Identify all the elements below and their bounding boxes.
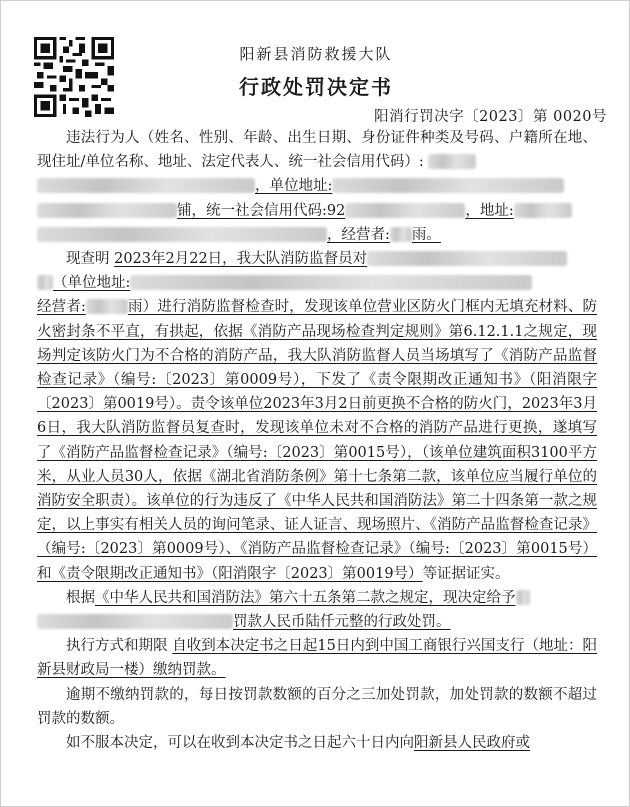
decision-paragraph: 根据《中华人民共和国消防法》第六十五条第二款之规定，现决定给予 罚款人民币陆仟元整的行政处罚。 — [37, 586, 597, 634]
redacted-address-cont — [37, 203, 177, 218]
redacted-address-line — [37, 227, 327, 242]
offender-paragraph — [37, 126, 597, 247]
redacted-fragment — [37, 275, 53, 290]
findings-paragraph: 现查明 2023年2月22日，我大队消防监督员对 （单位地址: 经营者: 雨）进行消防监督检查时，发现该单位营业区防火门框内无填充材料、防火密封条不平直，有拱起，依据《消防产品现场检查判定规则》第6.12.1.1之规定，现场判定该防火门为不合格的消防产品，我大队消防监督人员当场填写了《消防产品监督检查记录》（编号:〔2023〕第0009号），下发了《责令限期改正通知书》（阳消限字〔2023〕第0019号）。责令该单位2023年3月2日前更换不合格的防火门，2023年3月6日，我大队消防监督员复查时，发现该单位未对不合格的消防产品进行更换，遂填写了《消防产品监督检查记录》（编号:〔2023〕第0015号），（该单位建筑面积3100平方米，从业人员30人，依据《湖北省消防条例》第十七条第二款，该单位应当履行单位的消防安全职责）。该单位的行为违反了《中华人民共和国消防法》第二十四条第一款之规定，以上事实有相关人员的询问笔录、证人证言、现场照片、《消防产品监督检查记录》（编号:〔2023〕第0009号）、《消防产品监督检查记录》（编号:〔2023〕第0015号）和《责令限期改正通知书》（阳消限字〔2023〕第0019号）等证据证实。 — [37, 251, 598, 582]
redacted-recipient-line — [37, 614, 233, 629]
offender-intro-text: 违法行为人（姓名、性别、年龄、出生日期、身份证件种类及号码、户籍所在地、现住址/单位名称、地址、法定代表人、统一社会信用代码）: — [37, 130, 597, 171]
decision-text: 《中华人民共和国消防法》第六十五条第二款之规定，现决定给予 罚款人民币陆仟元整的行政处罚。 — [37, 590, 530, 630]
redacted-findings-address — [130, 275, 532, 290]
execution-text: 自收到本决定书之日起15日内到中国工商银行兴国支行（地址：阳新县财政局一楼）缴纳罚款。 — [37, 638, 598, 679]
redacted-unit-address — [332, 178, 564, 193]
redacted-findings-operator — [86, 299, 128, 314]
redacted-address — [514, 203, 572, 218]
redacted-credit-code — [345, 203, 465, 218]
redacted-unit-name — [37, 178, 255, 193]
appeal-paragraph: 如不服本决定，可以在收到本决定书之日起六十日内向阳新县人民政府或 — [66, 735, 530, 752]
appeal-authority: 阳新县人民政府或 — [414, 735, 530, 752]
agency-name: 阳新县消防救援大队 — [239, 45, 393, 63]
redacted-name — [428, 154, 476, 169]
offender-details: ，单位地址: 铺，统一社会信用代码:92 ，地址: ，经营者: 雨。 — [37, 154, 572, 243]
redacted-operator — [390, 227, 412, 242]
findings-text: 2023年2月22日，我大队消防监督员对 （单位地址: 经营者: 雨）进行消防监督检查时，发现该单位营业区防火门框内无填充材料、防火密封条不平直，有拱起，依据《消防产品现场检查判定规则》第6.12.1.1之规定，现场判定该防火门为不合格的消防产品，我大队消防监督人员当场填写了《消防产品监督检查记录》（编号:〔2023〕第0009号），下发了《责令限期改正通知书》（阳消限字〔2023〕第0019号）。责令该单位2023年3月2日前更换不合格的防火门，2023年3月6日，我大队消防监督员复查时，发现该单位未对不合格的消防产品进行更换，遂填写了《消防产品监督检查记录》（编号:〔2023〕第0015号），（该单位建筑面积3100平方米，从业人员30人，依据《湖北省消防条例》第十七条第二款，该单位应当履行单位的消防安全职责）。该单位的行为违反了《中华人民共和国消防法》第二十四条第一款之规定 — [37, 251, 598, 534]
document-number: 阳消行罚决字〔2023〕第 0020号 — [374, 109, 607, 125]
document-title: 行政处罚决定书 — [239, 75, 393, 99]
document-body — [37, 126, 597, 755]
redacted-recipient — [516, 590, 530, 605]
evidence-text: ，以上事实有相关人员的询问笔录、证人证言、现场照片、《消防产品监督检查记录》（编号:〔2023〕第0009号）、《消防产品监督检查记录》（编号:〔2023〕第0015号）和《责令限期改正通知书》（阳消限字〔2023〕第0019号） — [37, 517, 597, 582]
late-payment-paragraph: 逾期不缴纳罚款的，每日按罚款数额的百分之三加处罚款，加处罚款的数额不超过罚款的数额。 — [37, 686, 597, 727]
redacted-unit — [367, 251, 567, 266]
execution-paragraph: 执行方式和期限 自收到本决定书之日起15日内到中国工商银行兴国支行（地址：阳新县财政局一楼）缴纳罚款。 — [37, 638, 598, 679]
